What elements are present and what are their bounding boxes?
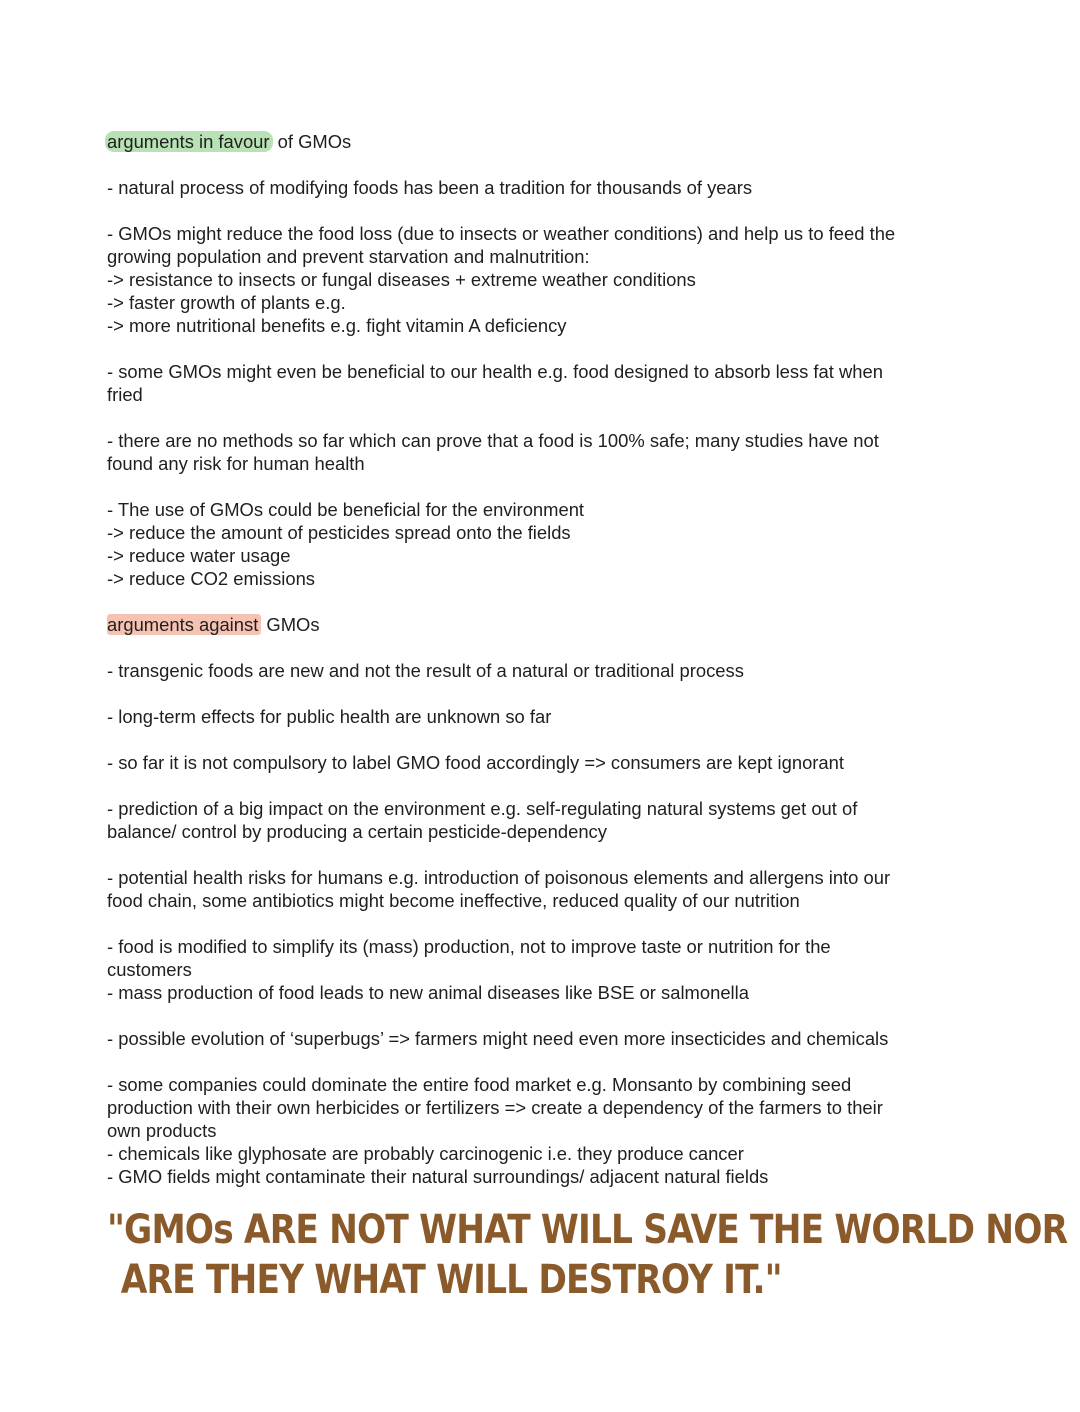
text-line: - there are no methods so far which can prove that a food is 100% safe; many studies have not	[107, 430, 879, 451]
text-line: -> reduce the amount of pesticides spread onto the fields	[107, 522, 571, 543]
text-line: -> reduce water usage	[107, 545, 291, 566]
favour-paragraph-2	[107, 222, 967, 337]
text-line: balance/ control by producing a certain pesticide-dependency	[107, 821, 607, 842]
favour-paragraph-3	[107, 360, 967, 406]
against-paragraph-8	[107, 1073, 967, 1188]
text-line: found any risk for human health	[107, 453, 365, 474]
text-line: -> more nutritional benefits e.g. fight vitamin A deficiency	[107, 315, 567, 336]
quote-line-1: "GMOs ARE NOT WHAT WILL SAVE THE WORLD NOR	[107, 1207, 1068, 1253]
text-line: - natural process of modifying foods has been a tradition for thousands of years	[107, 177, 753, 198]
against-heading-rest: GMOs	[261, 614, 320, 635]
document-body	[107, 130, 967, 1188]
favour-paragraph-5	[107, 498, 967, 590]
text-line: - GMOs might reduce the food loss (due to insects or weather conditions) and help us to feed the	[107, 223, 896, 244]
text-line: -> resistance to insects or fungal diseases + extreme weather conditions	[107, 269, 696, 290]
text-line: - food is modified to simplify its (mass) production, not to improve taste or nutrition for the	[107, 936, 831, 957]
text-line: growing population and prevent starvation and malnutrition:	[107, 246, 590, 267]
text-line: - possible evolution of ‘superbugs’ => farmers might need even more insecticides and chemicals	[107, 1028, 889, 1049]
text-line: - some companies could dominate the entire food market e.g. Monsanto by combining seed	[107, 1074, 852, 1095]
against-paragraph-2	[107, 705, 967, 728]
against-paragraph-1	[107, 659, 967, 682]
against-paragraph-3	[107, 751, 967, 774]
text-line: - long-term effects for public health are unknown so far	[107, 706, 552, 727]
text-line: - transgenic foods are new and not the result of a natural or traditional process	[107, 660, 744, 681]
against-paragraph-7	[107, 1027, 967, 1050]
text-line: - chemicals like glyphosate are probably carcinogenic i.e. they produce cancer	[107, 1143, 744, 1164]
against-paragraph-5	[107, 866, 967, 912]
favour-heading-rest: of GMOs	[272, 131, 352, 152]
against-paragraph-6	[107, 935, 967, 1004]
text-line: -> reduce CO2 emissions	[107, 568, 315, 589]
favour-paragraph-4	[107, 429, 967, 475]
text-line: own products	[107, 1120, 217, 1141]
favour-heading-highlight: arguments in favour	[105, 131, 273, 152]
text-line: - some GMOs might even be beneficial to our health e.g. food designed to absorb less fat when	[107, 361, 883, 382]
text-line: production with their own herbicides or fertilizers => create a dependency of the farmers to their	[107, 1097, 883, 1118]
quote-line-2: ARE THEY WHAT WILL DESTROY IT."	[120, 1257, 782, 1303]
text-line: food chain, some antibiotics might become ineffective, reduced quality of our nutrition	[107, 890, 800, 911]
text-line: - so far it is not compulsory to label GMO food accordingly => consumers are kept ignorant	[107, 752, 844, 773]
text-line: fried	[107, 384, 143, 405]
text-line: - potential health risks for humans e.g. introduction of poisonous elements and allergens into our	[107, 867, 891, 888]
against-heading-highlight: arguments against	[107, 614, 261, 635]
against-heading	[107, 613, 967, 636]
text-line: customers	[107, 959, 192, 980]
text-line: - mass production of food leads to new animal diseases like BSE or salmonella	[107, 982, 749, 1003]
text-line: - The use of GMOs could be beneficial for the environment	[107, 499, 585, 520]
text-line: - prediction of a big impact on the environment e.g. self-regulating natural systems get out of	[107, 798, 858, 819]
against-paragraph-4	[107, 797, 967, 843]
favour-heading	[107, 130, 967, 153]
handwritten-quote	[107, 1205, 1068, 1305]
text-line: -> faster growth of plants e.g.	[107, 292, 346, 313]
text-line: - GMO fields might contaminate their natural surroundings/ adjacent natural fields	[107, 1166, 769, 1187]
favour-paragraph-1	[107, 176, 967, 199]
